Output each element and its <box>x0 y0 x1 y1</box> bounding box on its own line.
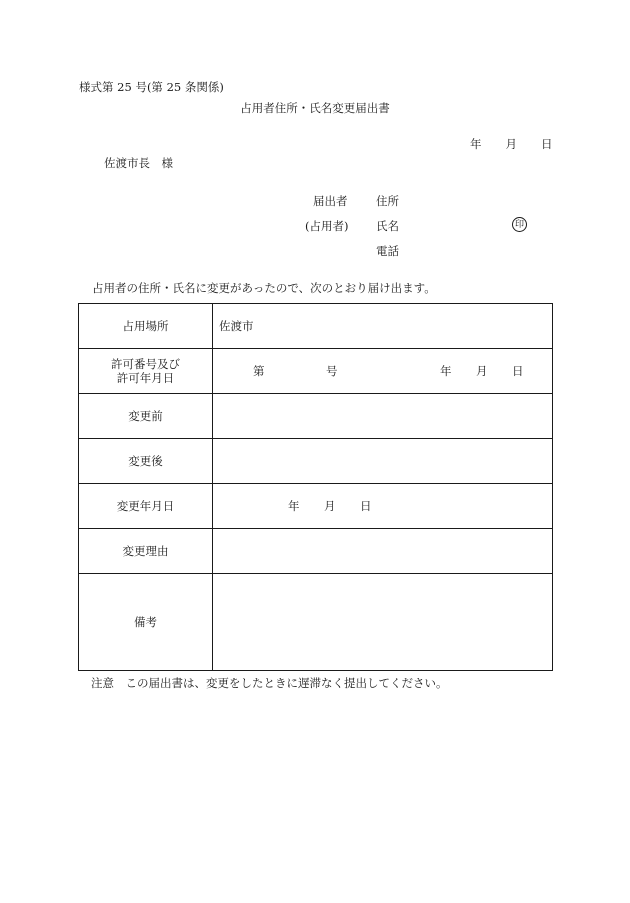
form-number: 様式第 25 号(第 25 条関係) <box>79 80 224 94</box>
permit-value-cell[interactable] <box>213 349 553 394</box>
change-month-label: 月 <box>324 499 336 513</box>
after-label: 変更後 <box>79 439 213 484</box>
applicant-name-label: 氏名 <box>376 219 399 233</box>
applicant-role-label: 届出者 <box>313 194 348 208</box>
table-row <box>79 484 553 529</box>
document-title: 占用者住所・氏名変更届出書 <box>240 101 390 115</box>
permit-label-line1: 許可番号及び <box>111 356 180 371</box>
table-row <box>79 349 553 394</box>
location-label: 占用場所 <box>79 304 213 349</box>
permit-dai-label: 第 <box>253 364 265 378</box>
table-row <box>79 304 553 349</box>
addressee: 佐渡市長 様 <box>104 156 173 170</box>
change-date-label: 変更年月日 <box>79 484 213 529</box>
applicant-phone-label: 電話 <box>376 244 399 258</box>
intro-statement: 占用者の住所・氏名に変更があったので、次のとおり届け出ます。 <box>92 281 436 295</box>
date-month-label: 月 <box>505 137 517 151</box>
change-year-label: 年 <box>288 499 300 513</box>
table-row <box>79 439 553 484</box>
location-value: 佐渡市 <box>213 304 553 349</box>
permit-label <box>79 349 213 394</box>
after-value-cell[interactable] <box>213 439 553 484</box>
table-row <box>79 529 553 574</box>
date-year-label: 年 <box>470 137 482 151</box>
remarks-value-cell[interactable] <box>213 574 553 671</box>
submission-date <box>470 139 553 151</box>
permit-day-label: 日 <box>512 364 524 378</box>
footnote: 注意 この届出書は、変更をしたときに遅滞なく提出してください。 <box>91 676 448 690</box>
table-row <box>79 574 553 671</box>
permit-month-label: 月 <box>476 364 488 378</box>
table-row <box>79 394 553 439</box>
applicant-role-sublabel: (占用者) <box>305 219 349 233</box>
permit-label-line2: 許可年月日 <box>116 371 175 385</box>
reason-label: 変更理由 <box>79 529 213 574</box>
seal-mark: 印 <box>512 217 527 232</box>
before-value-cell[interactable] <box>213 394 553 439</box>
form-table <box>78 303 553 671</box>
permit-year-label: 年 <box>440 364 452 378</box>
applicant-address-label: 住所 <box>376 194 399 208</box>
before-label: 変更前 <box>79 394 213 439</box>
remarks-label: 備考 <box>79 574 213 671</box>
permit-go-label: 号 <box>326 364 338 378</box>
date-day-label: 日 <box>541 137 553 151</box>
change-day-label: 日 <box>360 499 372 513</box>
reason-value-cell[interactable] <box>213 529 553 574</box>
change-date-cell[interactable] <box>213 484 553 529</box>
